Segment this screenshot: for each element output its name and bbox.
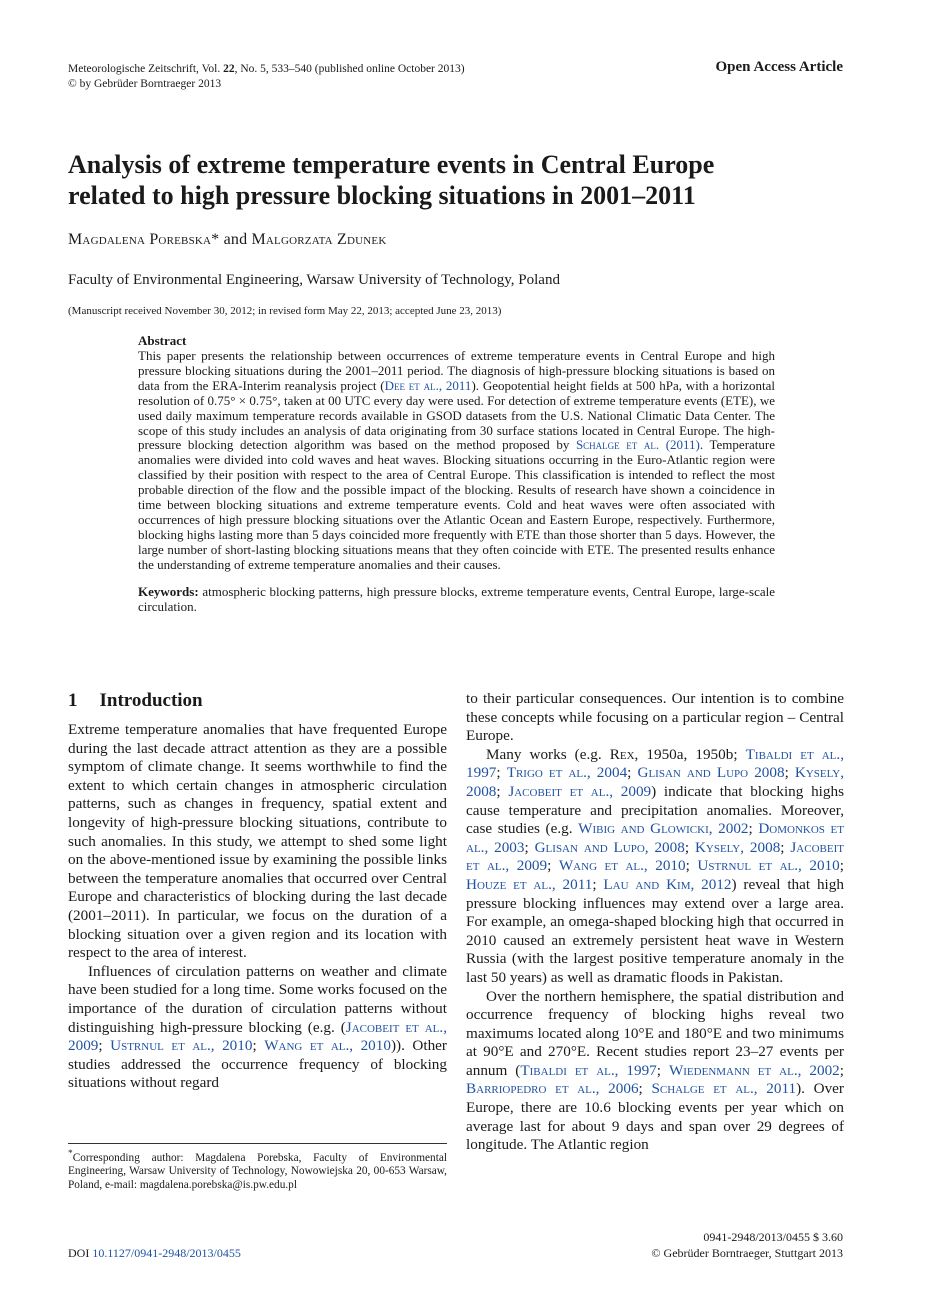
keywords xyxy=(138,584,775,614)
text-run: )). Other studies addressed the occurrence frequency of blocking situations without regard xyxy=(68,1037,447,1092)
citation-link-wiedenmann-2002[interactable]: Wiedenmann et al., 2002 xyxy=(668,1061,840,1079)
footnote-text: Corresponding author: Magdalena Porebska, Faculty of Environmental Engineering, Warsaw University of Technology, Nowowiejska 20, 00-653 Warsaw, Poland, e-mail: magdalena.porebska@is.pw.edu.pl xyxy=(68,1151,447,1191)
text-run: ; xyxy=(684,838,695,856)
citation-link-kysely-2008[interactable]: Kysely, 2008 xyxy=(466,764,844,800)
citation-link-trigo-2004[interactable]: Trigo et al., 2004 xyxy=(506,764,628,782)
journal-volume: 22 xyxy=(223,63,235,75)
text-run: ) indicate that blocking highs cause temperature and precipitation anomalies. Moreover, case studies (e.g. xyxy=(466,782,844,838)
publisher-copyright: © Gebrüder Borntraeger, Stuttgart 2013 xyxy=(651,1246,843,1260)
citation-link-dee-2011[interactable]: Dee et al., 2011 xyxy=(384,377,472,393)
text-run: ; xyxy=(252,1037,265,1055)
manuscript-dates: (Manuscript received November 30, 2012; in revised form May 22, 2013; accepted June 23, 2013) xyxy=(68,305,502,317)
author-list xyxy=(68,231,387,249)
journal-copyright: © by Gebrüder Borntraeger 2013 xyxy=(68,78,222,90)
corresponding-author-mark: * xyxy=(211,231,220,248)
citation-link-glisan-lupo-2008b[interactable]: Glisan and Lupo, 2008 xyxy=(534,838,685,856)
abstract-part-1: This paper presents the relationship between occurrences of extreme temperature events in Central Europe and high pressure blocking situations during the 2001–2011 period. The diagnosis of high-pressure blocking situations is based on data from the ERA-Interim reanalysis project ( xyxy=(138,348,775,393)
citation-link-jacobeit-2009b[interactable]: Jacobeit et al., 2009 xyxy=(466,838,844,875)
text-run: ). Over Europe, there are 10.6 blocking events per year which on average last for about 9 days and span over 29 degrees of longitude. The Atlantic region xyxy=(466,1080,844,1154)
citation-link-barriopedro-2006[interactable]: Barriopedro et al., 2006 xyxy=(466,1080,639,1098)
keywords-label: Keywords: xyxy=(138,583,199,599)
journal-citation xyxy=(68,62,465,77)
text-run: ; xyxy=(627,764,638,782)
text-run: ; xyxy=(839,857,844,875)
footer-right xyxy=(651,1229,843,1261)
text-run: ; xyxy=(547,857,559,875)
text-run: ; xyxy=(496,782,509,800)
citation-link-schalge-2011[interactable]: Schalge et al. (2011) xyxy=(575,437,700,453)
intro-paragraph-2-continued: to their particular consequences. Our intention is to combine these concepts while focusing on a particular region – Central Europe. xyxy=(466,690,844,745)
text-run: Influences of circulation patterns on weather and climate have been studied for a long time. Some works focused on the importance of the duration of circulation patterns without distinguishing high-pressure blocking (e.g. ( xyxy=(68,962,447,1036)
text-run: ; xyxy=(685,857,698,875)
citation-link-wang-2010[interactable]: Wang et al., 2010 xyxy=(558,857,686,875)
section-number: 1 xyxy=(68,690,78,711)
intro-paragraph-1: Extreme temperature anomalies that have frequented Europe during the last decade attract attention as they are a possible symptom of climate change. It seems worthwhile to find the extent to which certain changes in atmospheric circulation patterns, such as changes in frequency, spatial extent and longevity of high-pressure blocking situations, contribute to such anomalies. In this study, we attempt to shed some light on the above-mentioned issue by examining the possible links between the temperature anomalies that occurred over Central Europe and characteristics of blocking during the last decade (2001–2011). In particular, we focus on the duration of a blocking situation over a given region and its location with respect to the area of interest. xyxy=(68,721,447,962)
text-run: ; xyxy=(839,1061,844,1079)
citation-link-wang-2010[interactable]: Wang et al., 2010 xyxy=(264,1037,391,1055)
text-run: ; xyxy=(496,764,507,782)
section-title: Introduction xyxy=(99,690,203,711)
text-run: ) reveal that high pressure blocking influences may extend over a large area. For example, an omega-shaped blocking high that occurred in 2010 caused an extremely persistent heat wave in Western Russia (with the largest positive temperature anomaly in the last 50 years) as well as dramatic floods in Pakistan. xyxy=(466,875,844,986)
doi-link[interactable]: 10.1127/0941-2948/2013/0455 xyxy=(92,1246,241,1260)
text-run: ; xyxy=(748,820,759,838)
intro-paragraph-3 xyxy=(466,746,844,988)
doi-label: DOI xyxy=(68,1246,93,1260)
citation-link-ustrnul-2010[interactable]: Ustrnul et al., 2010 xyxy=(110,1037,253,1055)
author-conjunction: and xyxy=(219,231,252,248)
journal-name: Meteorologische Zeitschrift, Vol. xyxy=(68,63,224,75)
affiliation: Faculty of Environmental Engineering, Warsaw University of Technology, Poland xyxy=(68,272,560,288)
citation-link-domonkos-2003[interactable]: Domonkos et al., 2003 xyxy=(466,820,844,856)
citation-link-tibaldi-1997[interactable]: Tibaldi et al., 1997 xyxy=(466,745,844,782)
citation-link-jacobeit-2009[interactable]: Jacobeit et al., 2009 xyxy=(508,782,652,800)
abstract-heading: Abstract xyxy=(138,333,187,348)
citation-link-lau-kim-2012[interactable]: Lau and Kim, 2012 xyxy=(603,875,732,893)
right-column xyxy=(466,690,844,1155)
abstract-text xyxy=(138,349,775,573)
footnote-mark: * xyxy=(68,1149,73,1159)
citation-link-schalge-2011[interactable]: Schalge et al., 2011 xyxy=(651,1080,797,1098)
citation-link-ustrnul-2010[interactable]: Ustrnul et al., 2010 xyxy=(697,857,840,875)
open-access-label: Open Access Article xyxy=(715,59,843,75)
text-run: ; xyxy=(656,1061,669,1079)
journal-issue-pages: , No. 5, 533–540 (published online October 2013) xyxy=(234,63,465,75)
text-run: ; xyxy=(98,1037,111,1055)
text-run: ; xyxy=(784,764,795,782)
doi-line xyxy=(68,1245,241,1261)
section-heading-introduction xyxy=(68,690,447,712)
issn-price: 0941-2948/2013/0455 $ 3.60 xyxy=(703,1230,843,1244)
author-porebska: Magdalena Porebska xyxy=(68,231,212,248)
citation-link-jacobeit-2009[interactable]: Jacobeit et al., 2009 xyxy=(68,1018,447,1055)
paper-title xyxy=(68,149,858,211)
abstract-block xyxy=(138,333,775,614)
abstract-part-3: . Temperature anomalies were divided into cold waves and heat waves. Blocking situations occurring in the Euro-Atlantic region were classified by their position with respect to the area of Central Europe. This classification is intended to reflect the most probable direction of the flow and the possible impact of the blocking. Results of research have shown a coincidence in time between blocking situations and extreme temperature events. Cold and heat waves were often associated with occurrences of high pressure blocking situations over the Atlantic Ocean and Eastern Europe, respectively. Furthermore, blocking highs lasting more than 5 days coincided more frequently with ETE than those shorter than 5 days. However, the large number of short-lasting blocking situations means that they often coincide with ETE. The presented results enhance the understanding of extreme temperature anomalies and their causes. xyxy=(138,437,775,572)
left-column xyxy=(68,690,447,1093)
text-run: ; xyxy=(592,875,604,893)
intro-paragraph-2 xyxy=(68,963,447,1093)
text-run: ; xyxy=(638,1080,652,1098)
paper-title-line-2: related to high pressure blocking situations in 2001–2011 xyxy=(68,181,696,210)
author-rex: Rex xyxy=(609,745,635,763)
intro-paragraph-4 xyxy=(466,988,844,1155)
footnote-corresponding-author xyxy=(68,1148,447,1192)
citation-link-glisan-lupo-2008[interactable]: Glisan and Lupo 2008 xyxy=(637,764,785,782)
abstract-part-2: ). Geopotential height fields at 500 hPa, with a horizontal resolution of 0.75° × 0.75°, taken at 00 UTC every day were used. For detection of extreme temperature events (ETE), we used daily maximum temperature records available in GSOD datasets from the U.S. National Climatic Data Center. The scope of this study includes an analysis of data originating from 30 surface stations located in Central Europe. The high-pressure blocking detection algorithm was based on the method proposed by xyxy=(138,377,775,453)
text-run: Over the northern hemisphere, the spatial distribution and occurrence frequency of blocking highs reveal two maximums located along 10°E and 180°E and two minimums at 90°E and 270°E. Recent studies report 23–27 events per annum ( xyxy=(466,987,844,1079)
paper-title-line-1: Analysis of extreme temperature events in Central Europe xyxy=(68,150,715,179)
text-run: ; xyxy=(524,838,535,856)
citation-link-kysely-2008b[interactable]: Kysely, 2008 xyxy=(694,838,781,856)
citation-link-tibaldi-1997b[interactable]: Tibaldi et al., 1997 xyxy=(520,1061,657,1079)
text-run: Many works (e.g. xyxy=(486,745,610,763)
citation-link-wibig-glowicki-2002[interactable]: Wibig and Glowicki, 2002 xyxy=(578,820,749,838)
keywords-list: atmospheric blocking patterns, high pressure blocks, extreme temperature events, Central Europe, large-scale circulation. xyxy=(138,583,775,614)
text-run: ; xyxy=(780,838,791,856)
author-zdunek: Malgorzata Zdunek xyxy=(251,231,387,248)
citation-link-houze-2011[interactable]: Houze et al., 2011 xyxy=(466,875,593,893)
footnote-rule xyxy=(68,1143,447,1144)
text-run: , 1950a, 1950b; xyxy=(634,745,746,763)
